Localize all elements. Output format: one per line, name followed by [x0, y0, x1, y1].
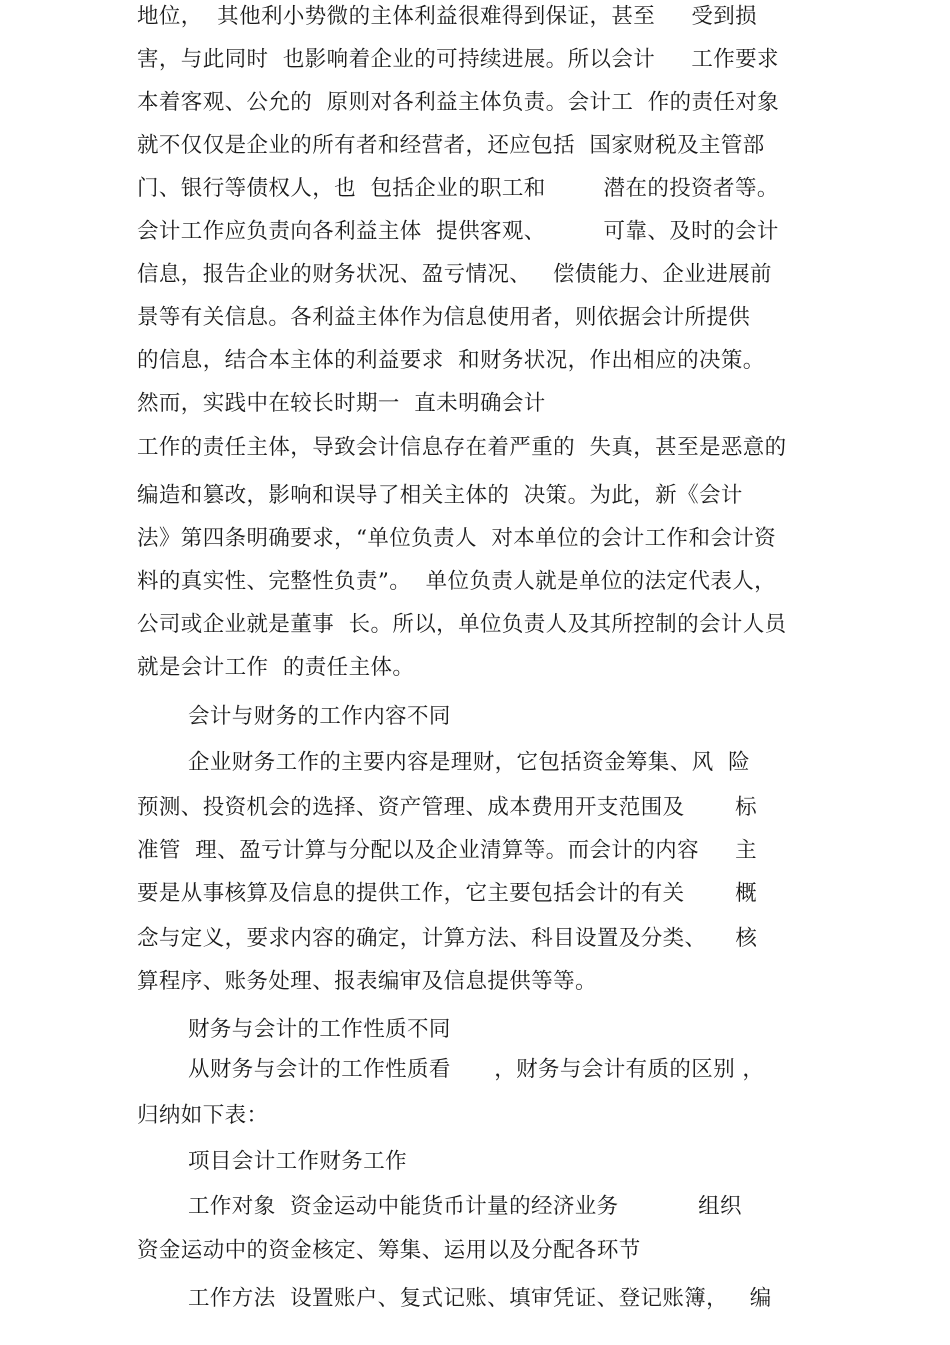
table-row-line: 工作方法 设置账户、复式记账、填审凭证、登记账簿， 编: [188, 1286, 772, 1311]
body-text-line: 地位， 其他利小势微的主体利益很难得到保证，甚至 受到损: [137, 4, 758, 29]
body-text-line: 景等有关信息。各利益主体作为信息使用者，则依据会计所提供: [137, 305, 751, 330]
body-text-line: 归纳如下表：: [137, 1103, 269, 1128]
body-text-line: 编造和篡改，影响和误导了相关主体的 决策。为此，新《会计: [137, 483, 743, 508]
section-heading: 会计与财务的工作内容不同: [188, 704, 451, 729]
body-text-line: 料的真实性、完整性负责”。 单位负责人就是单位的法定代表人，: [137, 569, 777, 594]
table-header-line: 项目会计工作财务工作: [188, 1149, 408, 1174]
body-text-line: 害，与此同时 也影响着企业的可持续进展。所以会计 工作要求: [137, 47, 779, 72]
body-text-line: 法》第四条明确要求，“单位负责人 对本单位的会计工作和会计资: [137, 526, 777, 551]
body-text-line: 会计工作应负责向各利益主体 提供客观、 可靠、及时的会计: [137, 219, 779, 244]
body-text-line: 工作的责任主体，导致会计信息存在着严重的 失真，甚至是恶意的: [137, 435, 787, 460]
body-text-line: 公司或企业就是董事 长。所以，单位负责人及其所控制的会计人员: [137, 612, 787, 637]
body-text-line: 然而，实践中在较长时期一 直未明确会计: [137, 391, 546, 416]
body-text-line: 预测、投资机会的选择、资产管理、成本费用开支范围及 标: [137, 795, 758, 820]
body-text-line: 准管 理、盈亏计算与分配以及企业清算等。而会计的内容 主: [137, 838, 758, 863]
table-row-line: 资金运动中的资金核定、筹集、运用以及分配各环节: [137, 1238, 641, 1263]
body-text-line: 信息，报告企业的财务状况、盈亏情况、 偿债能力、企业进展前: [137, 262, 772, 287]
section-heading: 财务与会计的工作性质不同: [188, 1017, 451, 1042]
body-text-line: 的信息，结合本主体的利益要求 和财务状况，作出相应的决策。: [137, 348, 765, 373]
body-text-line: 念与定义，要求内容的确定，计算方法、科目设置及分类、 核: [137, 926, 758, 951]
table-row-line: 工作对象 资金运动中能货币计量的经济业务 组织: [188, 1194, 742, 1219]
body-text-line: 要是从事核算及信息的提供工作，它主要包括会计的有关 概: [137, 881, 758, 906]
body-text-line: 门、银行等债权人，也 包括企业的职工和 潜在的投资者等。: [137, 176, 779, 201]
body-text-line: 从财务与会计的工作性质看 ，财务与会计有质的区别 ，: [188, 1057, 765, 1082]
body-text-line: 算程序、账务处理、报表编审及信息提供等等。: [137, 969, 597, 994]
body-text-line: 就是会计工作 的责任主体。: [137, 655, 415, 680]
body-text-line: 就不仅仅是企业的所有者和经营者，还应包括 国家财税及主管部: [137, 133, 765, 158]
body-text-line: 本着客观、公允的 原则对各利益主体负责。会计工 作的责任对象: [137, 90, 780, 115]
body-text-line: 企业财务工作的主要内容是理财，它包括资金筹集、风 险: [188, 750, 750, 775]
